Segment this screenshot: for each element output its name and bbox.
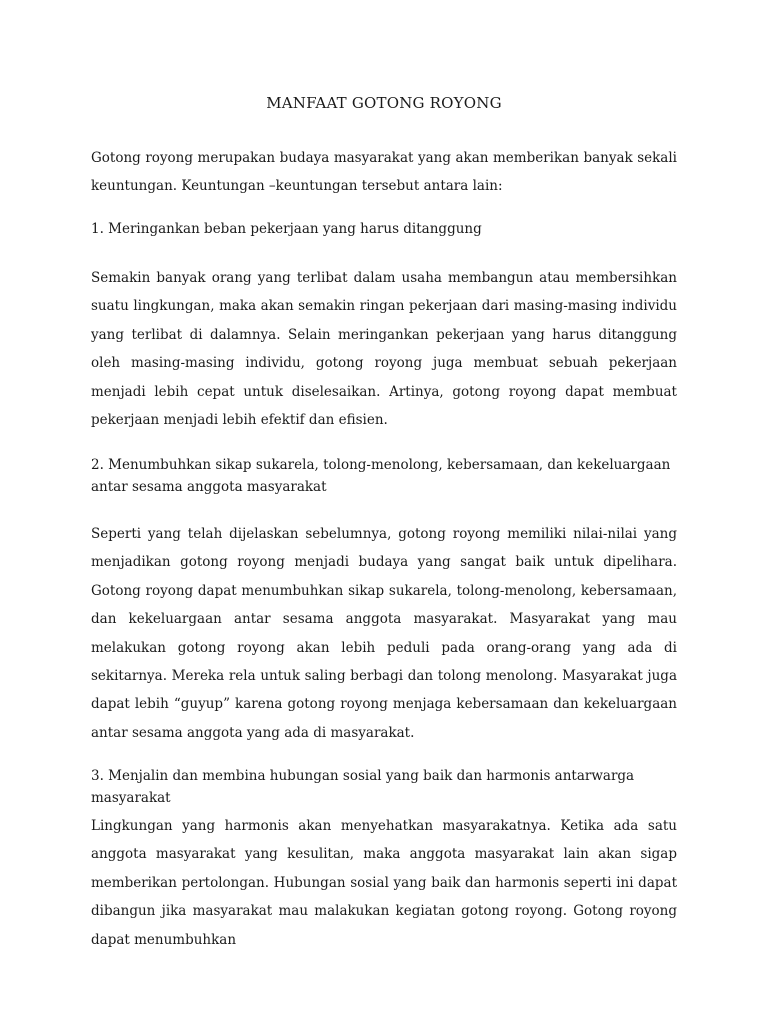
section-1-body: Semakin banyak orang yang terlibat dalam usaha membangun atau membersihkan suatu lingkungan, maka akan semakin ringan pekerjaan dari masing-masing individu yang terlibat di dalamnya. Selain meringankan pekerjaan yang harus ditanggung oleh masing-masing individu, gotong royong juga membuat sebuah pekerjaan menjadi lebih cepat untuk diselesaikan. Artinya, gotong royong dapat membuat pekerjaan menjadi lebih efektif dan efisien. [91, 270, 677, 429]
section-2-body: Seperti yang telah dijelaskan sebelumnya, gotong royong memiliki nilai-nilai yang menjadikan gotong royong menjadi budaya yang sangat baik untuk dipelihara. Gotong royong dapat menumbuhkan sikap sukarela, tolong-menolong, kebersamaan, dan kekeluargaan antar sesama anggota masyarakat. Masyarakat yang mau melakukan gotong royong akan lebih peduli pada orang-orang yang ada di sekitarnya. Mereka rela untuk saling berbagi dan tolong menolong. Masyarakat juga dapat lebih “guyup” karena gotong royong menjaga kebersamaan dan kekeluargaan antar sesama anggota yang ada di masyarakat. [91, 526, 677, 741]
section-2-heading: 2. Menumbuhkan sikap sukarela, tolong-menolong, kebersamaan, dan kekeluargaan antar sesama anggota masyarakat [91, 457, 671, 495]
intro-paragraph: Gotong royong merupakan budaya masyarakat yang akan memberikan banyak sekali keuntungan. Keuntungan –keuntungan tersebut antara lain: [91, 150, 677, 195]
section-1-heading: 1. Meringankan beban pekerjaan yang harus ditanggung [91, 221, 482, 237]
document-title: MANFAAT GOTONG ROYONG [266, 94, 502, 112]
section-3-body: Lingkungan yang harmonis akan menyehatkan masyarakatnya. Ketika ada satu anggota masyarakat yang kesulitan, maka anggota masyarakat lain akan sigap memberikan pertolongan. Hubungan sosial yang baik dan harmonis seperti ini dapat dibangun jika masyarakat mau malakukan kegiatan gotong royong. Gotong royong dapat menumbuhkan [91, 818, 677, 948]
section-3-heading: 3. Menjalin dan membina hubungan sosial yang baik dan harmonis antarwarga masyarakat [91, 768, 635, 806]
